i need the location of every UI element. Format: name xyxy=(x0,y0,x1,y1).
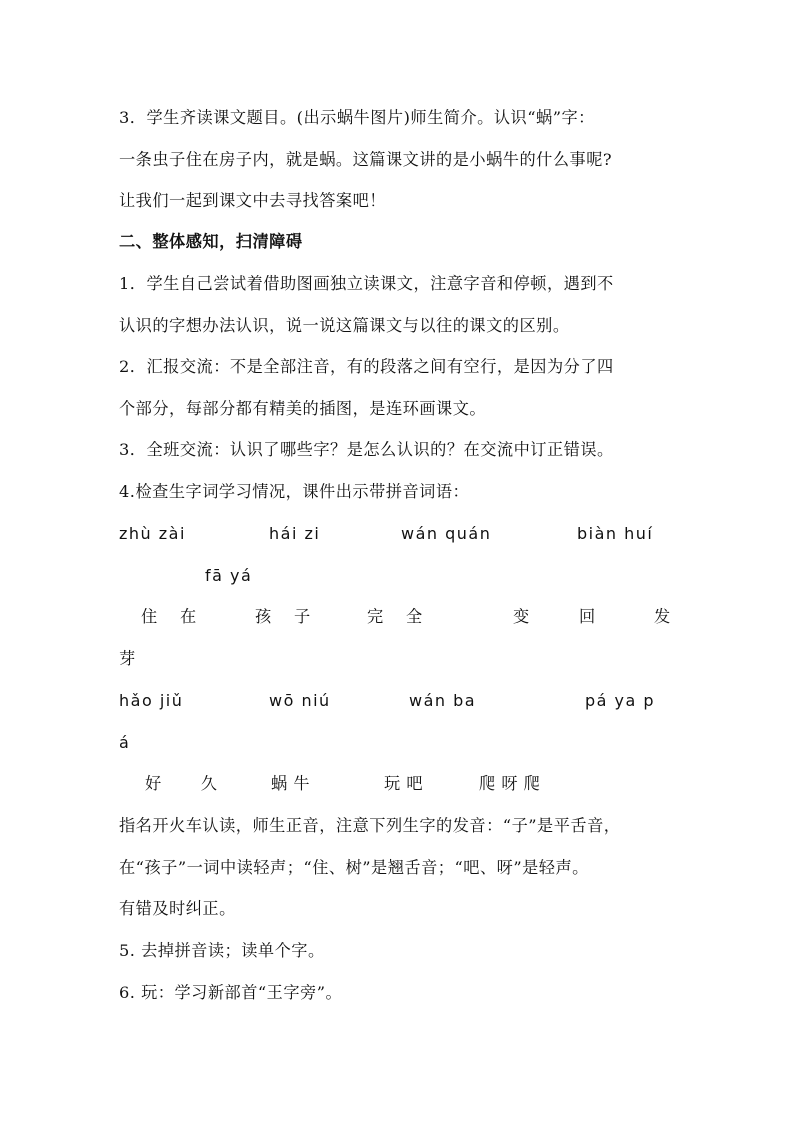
pinyin-word: wán quán xyxy=(401,524,492,543)
paragraph-line: 6. 玩：学习新部首“王字旁”。 xyxy=(119,983,343,1002)
paragraph-line: 认识的字想办法认识，说一说这篇课文与以往的课文的区别。 xyxy=(119,316,570,335)
pinyin-word: zhù zài xyxy=(119,524,186,543)
pinyin-word: fā yá xyxy=(205,566,253,585)
hanzi-word: 爬 呀 爬 xyxy=(479,774,541,793)
hanzi-word: 回 xyxy=(579,607,596,626)
pinyin-word: wō niú xyxy=(269,691,331,710)
paragraph-line: 1．学生自己尝试着借助图画独立读课文，注意字音和停顿，遇到不 xyxy=(119,274,614,293)
hanzi-word: 好 久 xyxy=(145,774,218,793)
section-heading: 二、整体感知，扫清障碍 xyxy=(119,232,303,251)
hanzi-word: 住 在 xyxy=(141,607,197,626)
pinyin-word: pá ya p xyxy=(585,691,656,710)
hanzi-word: 玩 吧 xyxy=(384,774,424,793)
pinyin-word: hǎo jiǔ xyxy=(119,691,184,710)
hanzi-row-wrap: 芽 xyxy=(119,649,136,668)
paragraph-line: 5. 去掉拼音读；读单个字。 xyxy=(119,941,325,960)
paragraph-line: 有错及时纠正。 xyxy=(119,899,236,918)
pinyin-word: wán ba xyxy=(409,691,477,710)
paragraph-line: 个部分，每部分都有精美的插图，是连环画课文。 xyxy=(119,399,487,418)
paragraph-line: 在“孩子”一词中读轻声；“住、树”是翘舌音；“吧、呀”是轻声。 xyxy=(119,858,589,877)
hanzi-word: 完 全 xyxy=(367,607,423,626)
pinyin-row-wrap: á xyxy=(119,733,131,752)
hanzi-word: 孩 子 xyxy=(255,607,311,626)
hanzi-word: 变 xyxy=(513,607,530,626)
paragraph-line: 3．学生齐读课文题目。(出示蜗牛图片)师生简介。认识“蜗”字： xyxy=(119,108,595,127)
paragraph-line: 4.检查生字词学习情况，课件出示带拼音词语： xyxy=(119,482,470,501)
paragraph-line: 2．汇报交流：不是全部注音，有的段落之间有空行，是因为分了四 xyxy=(119,357,614,376)
hanzi-word: 发 xyxy=(654,607,671,626)
paragraph-line: 指名开火车认读，师生正音，注意下列生字的发音：“子”是平舌音， xyxy=(119,816,621,835)
pinyin-word: biàn huí xyxy=(577,524,654,543)
paragraph-line: 让我们一起到课文中去寻找答案吧！ xyxy=(119,191,386,210)
pinyin-word: hái zi xyxy=(269,524,321,543)
paragraph-line: 一条虫子住在房子内，就是蜗。这篇课文讲的是小蜗牛的什么事呢? xyxy=(119,150,613,169)
paragraph-line: 3．全班交流：认识了哪些字？是怎么认识的？在交流中订正错误。 xyxy=(119,440,614,459)
hanzi-word: 蜗 牛 xyxy=(271,774,311,793)
